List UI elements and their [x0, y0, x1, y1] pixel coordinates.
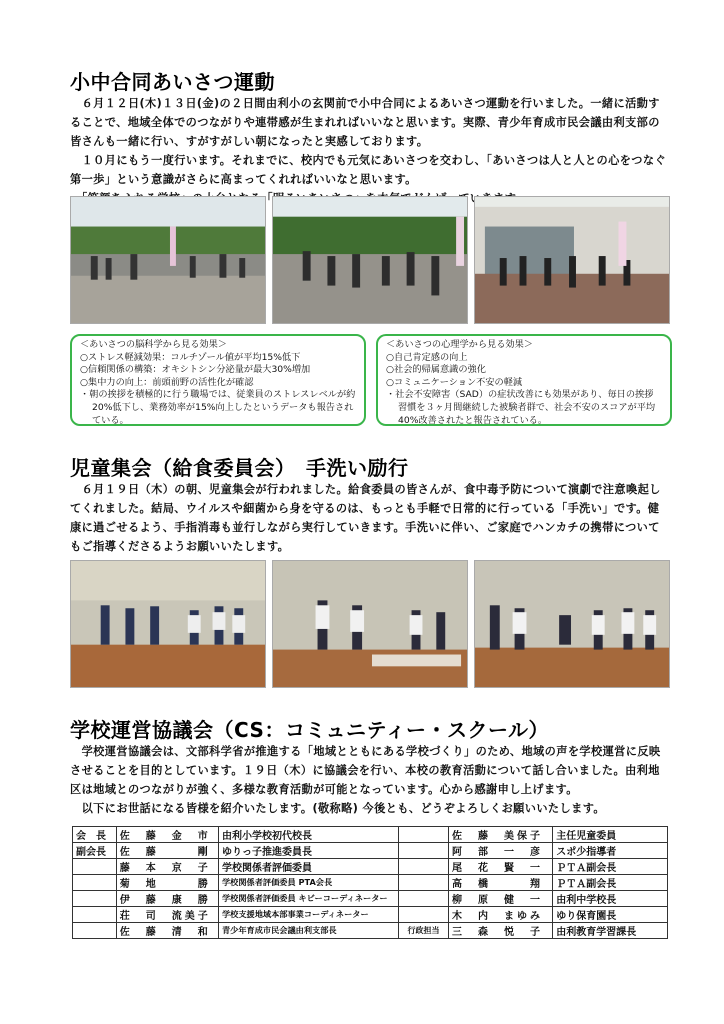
table-row [73, 923, 668, 939]
title-cell: 学校関係者評価委員 [218, 859, 398, 875]
psychology-box [376, 334, 672, 426]
role-cell: 会 長 [73, 827, 117, 843]
name-cell: 木 内 まゆみ [448, 907, 552, 923]
jido-body [70, 480, 670, 556]
cs-title: 学校運営協議会（CS：コミュニティー・スクール） [70, 718, 550, 742]
name-cell: 佐 藤 金 市 [116, 827, 218, 843]
name-cell: 高 橋 翔 [448, 875, 552, 891]
title-cell: ゆりっ子推進委員長 [218, 843, 398, 859]
title-cell: スポ少指導者 [553, 843, 668, 859]
aisatsu-paragraph-1: ６月１２日(木)１３日(金)の２日間由利小の玄関前で小中合同によるあいさつ運動を行いました。一緒に活動することで、地域全体でのつながりや連帯感が生まれればいいなと思います。実際、青少年育成市民会議由利支部の皆さんも一緒に行い、すがすがしい朝になったと実感しております。 [70, 97, 660, 148]
table-row [73, 859, 668, 875]
title-cell: 由利教育学習課長 [553, 923, 668, 939]
psych-heading: ＜あいさつの心理学から見る効果＞ [386, 339, 533, 350]
title-cell: 主任児童委員 [553, 827, 668, 843]
note-cell [398, 859, 448, 875]
brain-science-box [70, 334, 366, 426]
table-row [73, 875, 668, 891]
title-cell: 青少年育成市民会議由利支部長 [218, 923, 398, 939]
aisatsu-paragraph-2: １０月にもう一度行います。それまでに、校内でも元気にあいさつを交わし、「あいさつは人と人との心をつなぐ第一歩」という意識がさらに高まってくれればいいなと思います。 [70, 154, 667, 186]
title-cell: ゆり保育園長 [553, 907, 668, 923]
title-cell: 由利小学校初代校長 [218, 827, 398, 843]
role-cell [73, 875, 117, 891]
jido-photo-3 [474, 560, 670, 688]
name-cell: 伊 藤 康 勝 [116, 891, 218, 907]
role-cell [73, 923, 117, 939]
jido-paragraph-1: ６月１９日（木）の朝、児童集会が行われました。給食委員の皆さんが、食中毒予防について演劇で注意喚起してくれました。結局、ウイルスや細菌から身を守るのは、もっとも手軽で日常的に行っている「手洗い」です。健康に過ごせるよう、手指消毒も並行しながら実行していきます。手洗いに伴い、ご家庭でハンカチの携帯についてもご指導くださるようお願いいたします。 [70, 483, 661, 553]
aisatsu-photo-3 [474, 196, 670, 324]
aisatsu-photo-2 [272, 196, 468, 324]
brain-item: ○信頼関係の構築：オキシトシン分泌量が最大30%増加 [80, 364, 311, 376]
name-cell: 阿 部 一 彦 [448, 843, 552, 859]
name-cell: 尾 花 賢 一 [448, 859, 552, 875]
name-cell: 佐 藤 剛 [116, 843, 218, 859]
jido-title: 児童集会（給食委員会） 手洗い励行 [70, 456, 409, 480]
table-row [73, 891, 668, 907]
title-cell: 学校関係者評価委員 PTA会長 [218, 875, 398, 891]
note-cell [398, 827, 448, 843]
aisatsu-title: 小中合同あいさつ運動 [70, 70, 275, 94]
note-cell [398, 875, 448, 891]
note-cell [398, 843, 448, 859]
psych-item: ○自己肯定感の向上 [386, 351, 468, 363]
brain-item: ・朝の挨拶を積極的に行う職場では、従業員のストレスレベルが約20%低下し、業務効率が15%向上したというデータも報告されている。 [80, 389, 356, 426]
title-cell: 由利中学校長 [553, 891, 668, 907]
table-row [73, 827, 668, 843]
jido-photo-2 [272, 560, 468, 688]
role-cell: 副会長 [73, 843, 117, 859]
role-cell [73, 859, 117, 875]
name-cell: 三 森 悦 子 [448, 923, 552, 939]
title-cell: ＰＴＡ副会長 [553, 859, 668, 875]
note-cell [398, 907, 448, 923]
name-cell: 菊 地 勝 [116, 875, 218, 891]
name-cell: 佐 藤 美保子 [448, 827, 552, 843]
cs-body [70, 742, 670, 818]
cs-paragraph-2: 以下にお世話になる皆様を紹介いたします。(敬称略) 今後とも、どうぞよろしくお願いいたします。 [70, 802, 605, 815]
name-cell: 佐 藤 清 和 [116, 923, 218, 939]
role-cell [73, 907, 117, 923]
note-cell [398, 891, 448, 907]
name-cell: 藤 本 京 子 [116, 859, 218, 875]
name-cell: 荘 司 流美子 [116, 907, 218, 923]
title-cell: 学校関係者評価委員 キビーコーディネーター [218, 891, 398, 907]
name-cell: 柳 原 健 一 [448, 891, 552, 907]
title-cell: ＰＴＡ副会長 [553, 875, 668, 891]
table-row [73, 843, 668, 859]
jido-photo-1 [70, 560, 266, 688]
title-cell: 学校支援地域本部事業コーディネーター [218, 907, 398, 923]
table-row [73, 907, 668, 923]
brain-item: ○集中力の向上：前頭前野の活性化が確認 [80, 376, 254, 388]
aisatsu-body [70, 94, 670, 208]
brain-item: ○ストレス軽減効果：コルチゾール値が平均15%低下 [80, 351, 301, 363]
psych-item: ○コミュニケーション不安の軽減 [386, 376, 523, 388]
note-cell: 行政担当 [398, 923, 448, 939]
psych-item: ○社会的帰属意識の強化 [386, 364, 486, 376]
aisatsu-photo-1 [70, 196, 266, 324]
psych-item: ・社会不安障害（SAD）の症状改善にも効果があり、毎日の挨拶習慣を３ヶ月間継続した被験者群で、社会不安のスコアが平均40%改善されたと報告されている。 [386, 389, 656, 426]
members-table [72, 826, 668, 939]
cs-paragraph-1: 学校運営協議会は、文部科学省が推進する「地域とともにある学校づくり」のため、地域の声を学校運営に反映させることを目的としています。１９日（木）に協議会を行い、本校の教育活動について話し合いました。由利地区は地域とのつながりが強く、多様な教育活動が可能となっています。心から感謝申し上げます。 [70, 745, 661, 796]
role-cell [73, 891, 117, 907]
brain-heading: ＜あいさつの脳科学から見る効果＞ [80, 339, 227, 350]
